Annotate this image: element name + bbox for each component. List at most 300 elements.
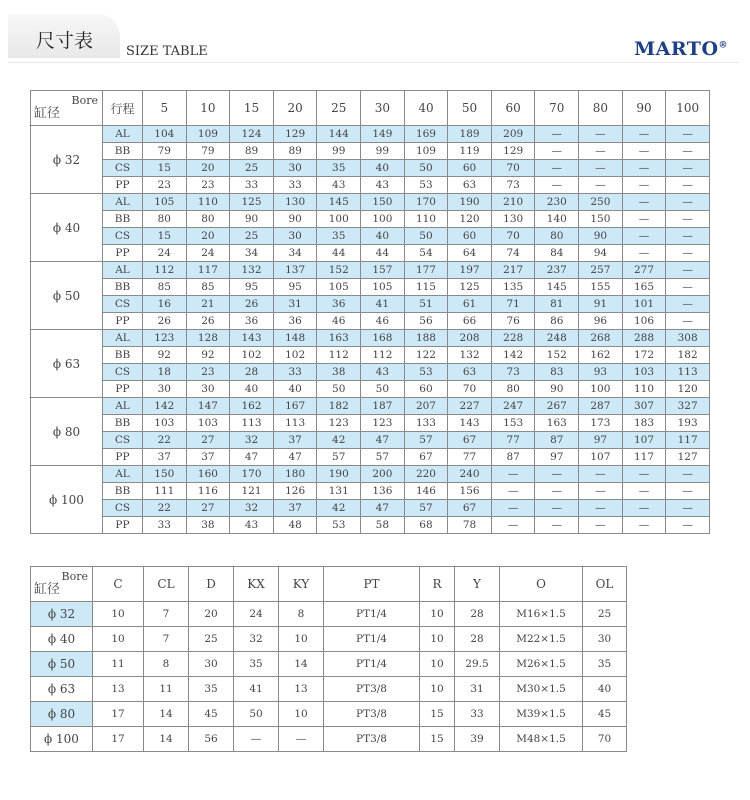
stroke-value-header: 10 — [186, 91, 230, 126]
table-cell: 33 — [273, 364, 317, 381]
table-cell: 70 — [448, 381, 492, 398]
table-cell: 307 — [622, 398, 666, 415]
table-cell: 190 — [448, 194, 492, 211]
table-cell: — — [279, 727, 324, 752]
table-cell: 60 — [448, 160, 492, 177]
table-cell: 105 — [143, 194, 187, 211]
table-cell: 40 — [583, 677, 627, 702]
table-row — [31, 347, 710, 364]
table-cell: 112 — [143, 262, 187, 279]
table-cell: 56 — [404, 313, 448, 330]
table-cell: — — [666, 500, 710, 517]
table-cell: — — [666, 313, 710, 330]
row-code: PP — [103, 381, 143, 398]
table-cell: 30 — [583, 627, 627, 652]
table-cell: 28 — [230, 364, 274, 381]
row-code: BB — [103, 415, 143, 432]
table-row — [31, 279, 710, 296]
table-cell: 117 — [186, 262, 230, 279]
table-cell: M16×1.5 — [500, 602, 583, 627]
table-cell: 60 — [404, 381, 448, 398]
row-code: BB — [103, 211, 143, 228]
table-cell: 267 — [535, 398, 579, 415]
table-cell: 32 — [234, 627, 279, 652]
table-cell: 80 — [143, 211, 187, 228]
table-cell: 44 — [361, 245, 405, 262]
table-cell: 39 — [455, 727, 500, 752]
table-cell: 160 — [186, 466, 230, 483]
column-header: KY — [279, 567, 324, 602]
table-cell: 15 — [143, 228, 187, 245]
table-cell: 77 — [448, 449, 492, 466]
table-cell: — — [234, 727, 279, 752]
table-cell: 32 — [230, 500, 274, 517]
table-cell: 237 — [535, 262, 579, 279]
table-cell: 10 — [420, 677, 455, 702]
table-cell: 41 — [234, 677, 279, 702]
table-cell: 91 — [579, 296, 623, 313]
table-cell: 22 — [143, 500, 187, 517]
table-cell: 66 — [448, 313, 492, 330]
row-code: CS — [103, 500, 143, 517]
table-cell: — — [622, 143, 666, 160]
table-cell: 26 — [186, 313, 230, 330]
table-row — [31, 177, 710, 194]
table-cell: 25 — [583, 602, 627, 627]
table-cell: 132 — [448, 347, 492, 364]
table-cell: 27 — [186, 500, 230, 517]
table-cell: 189 — [448, 126, 492, 143]
table-cell: 38 — [317, 364, 361, 381]
table-cell: 277 — [622, 262, 666, 279]
table-cell: 130 — [491, 211, 535, 228]
bore-cell: ϕ 80 — [31, 702, 93, 727]
table-cell: 67 — [404, 449, 448, 466]
table-cell: 50 — [404, 160, 448, 177]
table-cell: — — [535, 177, 579, 194]
table-cell: 87 — [491, 449, 535, 466]
table-cell: 113 — [666, 364, 710, 381]
table-cell: 53 — [404, 177, 448, 194]
table-cell: 90 — [230, 211, 274, 228]
table-cell: 105 — [361, 279, 405, 296]
table-cell: 18 — [143, 364, 187, 381]
table-cell: 70 — [491, 160, 535, 177]
table-cell: — — [622, 245, 666, 262]
table-cell: 13 — [93, 677, 144, 702]
table-row — [31, 160, 710, 177]
table-cell: 142 — [491, 347, 535, 364]
table-cell: — — [535, 517, 579, 534]
table-cell: 145 — [317, 194, 361, 211]
table-cell: 123 — [143, 330, 187, 347]
table-cell: 54 — [404, 245, 448, 262]
bore-cell: ϕ 63 — [31, 677, 93, 702]
table-cell: 10 — [420, 602, 455, 627]
table-cell: PT3/8 — [324, 702, 420, 727]
table-row — [31, 466, 710, 483]
table-cell: 35 — [189, 677, 234, 702]
table-cell: 7 — [144, 627, 189, 652]
table-cell: 26 — [143, 313, 187, 330]
table-cell: M26×1.5 — [500, 652, 583, 677]
table-cell: M30×1.5 — [500, 677, 583, 702]
table-cell: 96 — [579, 313, 623, 330]
table-cell: 287 — [579, 398, 623, 415]
table-cell: 162 — [579, 347, 623, 364]
table-cell: 170 — [404, 194, 448, 211]
table-cell: 107 — [622, 432, 666, 449]
table-cell: — — [535, 483, 579, 500]
table-cell: 61 — [448, 296, 492, 313]
table-cell: 17 — [93, 702, 144, 727]
table-cell: 31 — [455, 677, 500, 702]
table-cell: 30 — [189, 652, 234, 677]
table-cell: 107 — [579, 449, 623, 466]
table-cell: 24 — [234, 602, 279, 627]
table-cell: 100 — [579, 381, 623, 398]
table-cell: 24 — [143, 245, 187, 262]
row-code: AL — [103, 330, 143, 347]
table-row — [31, 211, 710, 228]
table-cell: 308 — [666, 330, 710, 347]
table-cell: 37 — [186, 449, 230, 466]
table-cell: 111 — [143, 483, 187, 500]
table-cell: — — [666, 517, 710, 534]
table-cell: 24 — [186, 245, 230, 262]
table-cell: 147 — [186, 398, 230, 415]
table-cell: 27 — [186, 432, 230, 449]
table-cell: 143 — [448, 415, 492, 432]
table-cell: 87 — [535, 432, 579, 449]
table-cell: 148 — [273, 330, 317, 347]
table-cell: 43 — [230, 517, 274, 534]
table-cell: 25 — [230, 228, 274, 245]
table-cell: — — [666, 126, 710, 143]
table-cell: 92 — [186, 347, 230, 364]
table-cell: 117 — [666, 432, 710, 449]
table-cell: 10 — [93, 602, 144, 627]
column-header: PT — [324, 567, 420, 602]
table-row — [31, 415, 710, 432]
table-cell: PT3/8 — [324, 727, 420, 752]
table-cell: — — [622, 126, 666, 143]
table-cell: 46 — [317, 313, 361, 330]
table-cell: 23 — [143, 177, 187, 194]
bore-cell: ϕ 63 — [31, 330, 103, 398]
page-header — [0, 0, 750, 75]
table-cell: — — [535, 126, 579, 143]
table-cell: — — [579, 160, 623, 177]
table-row — [31, 330, 710, 347]
table-cell: 207 — [404, 398, 448, 415]
table-cell: 89 — [273, 143, 317, 160]
table-cell: 150 — [579, 211, 623, 228]
table-cell: 50 — [404, 228, 448, 245]
table-cell: 32 — [230, 432, 274, 449]
table-cell: 92 — [143, 347, 187, 364]
table-cell: 35 — [234, 652, 279, 677]
bore-cell: ϕ 100 — [31, 727, 93, 752]
table-cell: — — [622, 160, 666, 177]
stroke-header: 行程 — [103, 91, 143, 126]
table-cell: — — [666, 262, 710, 279]
page-title: 尺寸表 — [36, 30, 94, 52]
table-cell: 140 — [535, 211, 579, 228]
table-cell: 35 — [583, 652, 627, 677]
table-cell: 113 — [273, 415, 317, 432]
table-cell: 142 — [143, 398, 187, 415]
table-cell: 122 — [404, 347, 448, 364]
table-cell: — — [666, 160, 710, 177]
table-cell: 15 — [420, 702, 455, 727]
stroke-value-header: 25 — [317, 91, 361, 126]
row-code: BB — [103, 143, 143, 160]
bore-cell: ϕ 50 — [31, 262, 103, 330]
table-row — [31, 381, 710, 398]
stroke-value-header: 80 — [579, 91, 623, 126]
row-code: CS — [103, 432, 143, 449]
table-row — [31, 702, 627, 727]
table-cell: 152 — [317, 262, 361, 279]
table-cell: 130 — [273, 194, 317, 211]
table-cell: 81 — [535, 296, 579, 313]
table-cell: 125 — [230, 194, 274, 211]
bore-cell: ϕ 40 — [31, 194, 103, 262]
table-cell: 132 — [230, 262, 274, 279]
table-cell: 109 — [404, 143, 448, 160]
table-cell: 80 — [186, 211, 230, 228]
table-cell: 123 — [317, 415, 361, 432]
table-cell: 120 — [448, 211, 492, 228]
row-code: CS — [103, 160, 143, 177]
table-cell: 162 — [230, 398, 274, 415]
table-cell: 247 — [491, 398, 535, 415]
table-cell: — — [535, 500, 579, 517]
row-code: BB — [103, 347, 143, 364]
table-cell: — — [491, 517, 535, 534]
table-cell: 45 — [583, 702, 627, 727]
column-header: CL — [144, 567, 189, 602]
table-cell: 172 — [622, 347, 666, 364]
table-cell: 188 — [404, 330, 448, 347]
table-cell: 152 — [535, 347, 579, 364]
table-cell: 228 — [491, 330, 535, 347]
table-cell: 67 — [448, 432, 492, 449]
table-cell: 13 — [279, 677, 324, 702]
table-cell: 173 — [579, 415, 623, 432]
table-cell: 102 — [273, 347, 317, 364]
table-cell: 153 — [491, 415, 535, 432]
table-cell: 58 — [361, 517, 405, 534]
table-cell: 73 — [491, 364, 535, 381]
table-cell: — — [622, 517, 666, 534]
table-cell: 25 — [189, 627, 234, 652]
bore-cell: ϕ 100 — [31, 466, 103, 534]
table-cell: 100 — [317, 211, 361, 228]
table-cell: 110 — [622, 381, 666, 398]
stroke-value-header: 70 — [535, 91, 579, 126]
table-cell: — — [491, 466, 535, 483]
stroke-value-header: 90 — [622, 91, 666, 126]
table-cell: 129 — [273, 126, 317, 143]
table-cell: 47 — [361, 500, 405, 517]
table-cell: 30 — [143, 381, 187, 398]
table-cell: 210 — [491, 194, 535, 211]
column-header: O — [500, 567, 583, 602]
table-cell: 68 — [404, 517, 448, 534]
row-code: PP — [103, 313, 143, 330]
table-cell: 29.5 — [455, 652, 500, 677]
table-row — [31, 126, 710, 143]
table-cell: 53 — [317, 517, 361, 534]
table-row — [31, 500, 710, 517]
table-cell: 48 — [273, 517, 317, 534]
table-cell: M39×1.5 — [500, 702, 583, 727]
table-cell: — — [622, 228, 666, 245]
header-divider — [8, 62, 738, 63]
table-cell: 89 — [230, 143, 274, 160]
table-cell: 20 — [186, 160, 230, 177]
table-cell: 182 — [317, 398, 361, 415]
table-cell: 103 — [622, 364, 666, 381]
table-cell: — — [666, 228, 710, 245]
table-cell: 33 — [273, 177, 317, 194]
table-cell: M48×1.5 — [500, 727, 583, 752]
table-cell: 63 — [448, 364, 492, 381]
table-cell: 227 — [448, 398, 492, 415]
table-cell: 10 — [93, 627, 144, 652]
table-cell: 90 — [273, 211, 317, 228]
table-cell: 150 — [143, 466, 187, 483]
table-cell: 22 — [143, 432, 187, 449]
table-cell: 34 — [273, 245, 317, 262]
table-cell: 70 — [583, 727, 627, 752]
table-cell: 44 — [317, 245, 361, 262]
stroke-value-header: 60 — [491, 91, 535, 126]
table-cell: — — [622, 211, 666, 228]
table-cell: 10 — [420, 652, 455, 677]
table-cell: — — [491, 500, 535, 517]
table-cell: 78 — [448, 517, 492, 534]
column-header: C — [93, 567, 144, 602]
table-cell: — — [579, 143, 623, 160]
table-cell: 30 — [273, 228, 317, 245]
table-cell: 30 — [273, 160, 317, 177]
row-code: PP — [103, 517, 143, 534]
table-cell: 57 — [404, 432, 448, 449]
table-cell: 124 — [230, 126, 274, 143]
table-cell: — — [622, 177, 666, 194]
table-cell: 157 — [361, 262, 405, 279]
table-cell: 94 — [579, 245, 623, 262]
table-cell: 28 — [455, 627, 500, 652]
table-cell: 156 — [448, 483, 492, 500]
bore-cell: ϕ 50 — [31, 652, 93, 677]
table-cell: 51 — [404, 296, 448, 313]
table-cell: 80 — [491, 381, 535, 398]
table-cell: 23 — [186, 177, 230, 194]
table-cell: 57 — [317, 449, 361, 466]
table-cell: 33 — [455, 702, 500, 727]
table-cell: 79 — [143, 143, 187, 160]
bore-cell: ϕ 80 — [31, 398, 103, 466]
table-cell: 155 — [579, 279, 623, 296]
table-cell: 177 — [404, 262, 448, 279]
table-cell: 84 — [535, 245, 579, 262]
table-cell: 36 — [317, 296, 361, 313]
table-header-row — [31, 567, 627, 602]
table-cell: 83 — [535, 364, 579, 381]
table-cell: 63 — [448, 177, 492, 194]
table-cell: 163 — [317, 330, 361, 347]
table-cell: 35 — [317, 160, 361, 177]
table-row — [31, 143, 710, 160]
table-cell: 248 — [535, 330, 579, 347]
table-cell: 116 — [186, 483, 230, 500]
row-code: PP — [103, 177, 143, 194]
table-cell: 50 — [234, 702, 279, 727]
table-row — [31, 483, 710, 500]
table-cell: PT1/4 — [324, 652, 420, 677]
table-cell: 73 — [491, 177, 535, 194]
corner-cell — [31, 567, 93, 602]
table-cell: — — [535, 143, 579, 160]
table-cell: 183 — [622, 415, 666, 432]
table-cell: 327 — [666, 398, 710, 415]
table-cell: 100 — [361, 211, 405, 228]
table-cell: 56 — [189, 727, 234, 752]
table-cell: 50 — [317, 381, 361, 398]
table-cell: 43 — [361, 177, 405, 194]
stroke-value-header: 30 — [361, 91, 405, 126]
table-cell: — — [666, 466, 710, 483]
table-cell: — — [666, 177, 710, 194]
table-cell: 90 — [579, 228, 623, 245]
column-header: OL — [583, 567, 627, 602]
table-cell: 77 — [491, 432, 535, 449]
row-code: BB — [103, 279, 143, 296]
table-cell: 110 — [186, 194, 230, 211]
table-cell: 119 — [448, 143, 492, 160]
table-cell: 76 — [491, 313, 535, 330]
table-cell: 42 — [317, 500, 361, 517]
table-cell: 209 — [491, 126, 535, 143]
table-cell: 20 — [186, 228, 230, 245]
table-cell: 26 — [230, 296, 274, 313]
table-cell: — — [622, 466, 666, 483]
table-cell: 230 — [535, 194, 579, 211]
table-cell: 121 — [230, 483, 274, 500]
table-cell: 20 — [189, 602, 234, 627]
table-cell: 64 — [448, 245, 492, 262]
column-header: R — [420, 567, 455, 602]
table-cell: 57 — [361, 449, 405, 466]
table-cell: 28 — [455, 602, 500, 627]
table-cell: 103 — [143, 415, 187, 432]
table-cell: 187 — [361, 398, 405, 415]
table-cell: 169 — [404, 126, 448, 143]
table-cell: — — [666, 143, 710, 160]
table-row — [31, 364, 710, 381]
table-row — [31, 398, 710, 415]
table-cell: 240 — [448, 466, 492, 483]
table-cell: — — [579, 483, 623, 500]
table-cell: — — [666, 483, 710, 500]
table-cell: 15 — [143, 160, 187, 177]
table-cell: — — [666, 211, 710, 228]
stroke-value-header: 20 — [273, 91, 317, 126]
